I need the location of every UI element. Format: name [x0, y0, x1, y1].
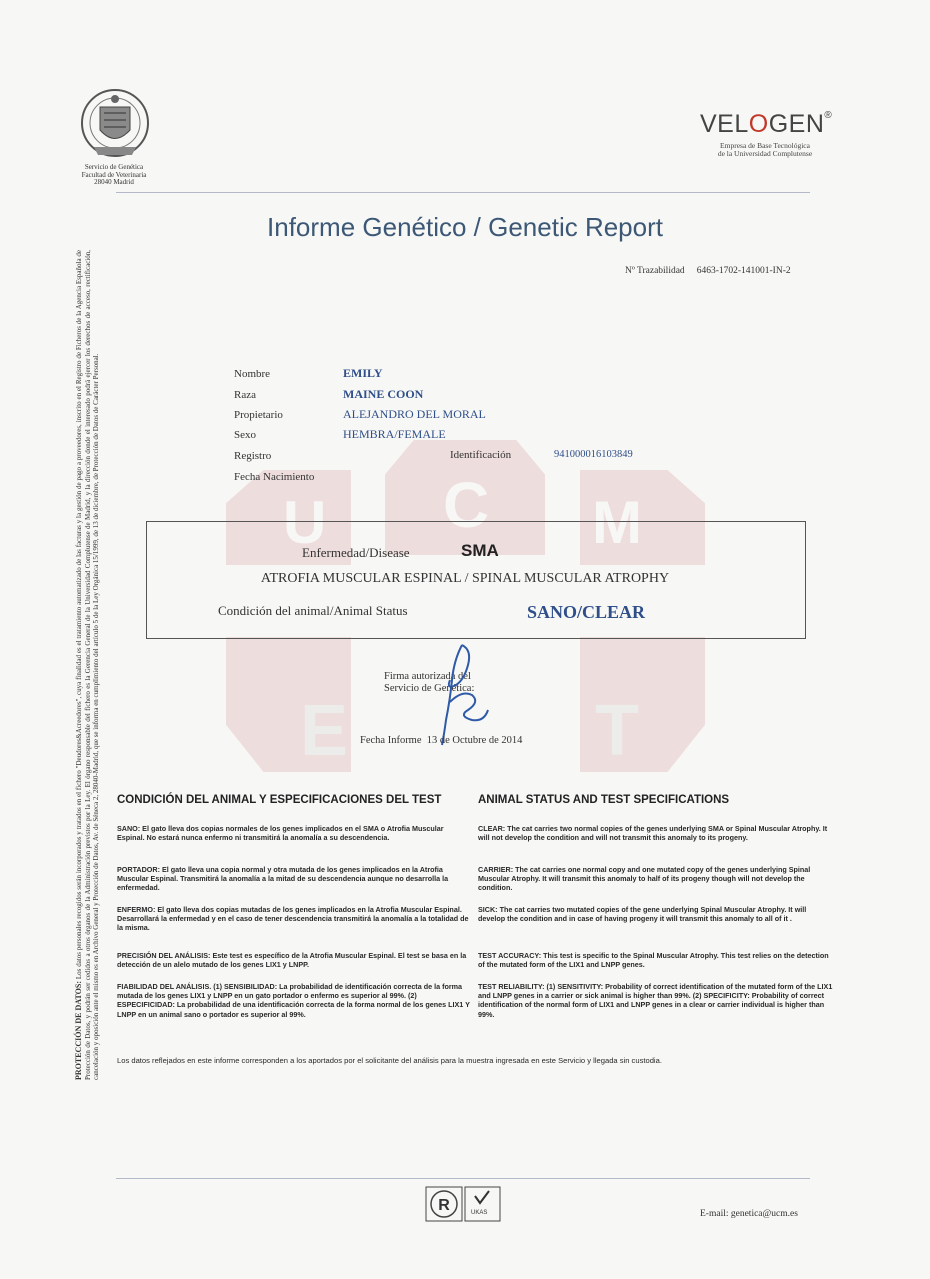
- id-value: 941000016103849: [554, 449, 633, 460]
- disease-label: Enfermedad/Disease: [302, 545, 410, 560]
- caption-line: Servicio de Genética: [84, 163, 144, 171]
- spec-en-reliability: TEST RELIABILITY: (1) SENSITIVITY: Probability of correct identification of the mutated form of the LIX1 and LNPP genes in a carrier or sick animal is higher than 99%. (2) SPECIFICITY: Probability of correct identification of the normal form of LIX1 and LNPP genes in a clear or carrier individual is higher than 99%.: [478, 982, 833, 1019]
- watermark-letter: T: [595, 691, 639, 771]
- notice-label: PROTECCIÓN DE DATOS:: [74, 980, 83, 1080]
- subtitle-line: Empresa de Base Tecnológica: [720, 141, 810, 150]
- name-value: EMILY: [343, 366, 383, 380]
- report-date: [360, 735, 522, 746]
- certification-badges: [425, 1186, 501, 1222]
- spec-es-sick: ENFERMO: El gato lleva dos copias mutadas de los genes implicados en la Atrofia Muscular Espinal. Desarrollará la enfermedad y en el caso de tener descendencia transmitirá la anomalía a la totalidad de la misma.: [117, 905, 469, 933]
- registered-mark-icon: ®: [824, 110, 833, 121]
- spec-en-accuracy: TEST ACCURACY: This test is specific to the Spinal Muscular Atrophy. This test relies on the detection of the mutated form of the LIX1 and LNPP genes.: [478, 951, 829, 970]
- name-label: Nombre: [234, 368, 271, 380]
- birthdate-label: Fecha Nacimiento: [234, 471, 315, 483]
- spec-en-carrier: CARRIER: The cat carries one normal copy and one mutated copy of the genes underlying Spinal Muscular Atrophy. It will transmit this anomaly to half of its progeny though will not develop the condition.: [478, 865, 811, 893]
- spec-es-accuracy: PRECISIÓN DEL ANÁLISIS: Este test es específico de la Atrofia Muscular Espinal. El test se basa en la detección de un alelo mutado de los genes LIX1 y LNPP.: [117, 951, 467, 970]
- id-label: Identificación: [450, 449, 512, 461]
- status-label: Condición del animal/Animal Status: [218, 603, 408, 618]
- watermark-letter: C: [443, 469, 490, 541]
- notice-text: Los datos personales recogidos serán incorporados y tratados en el fichero "Deudores&Acreedores", cuya finalidad es el tratamiento automatizado de las facturas y la gestión de pago a proveedores, inscrito en el Registro de Ficheros de la Agencia Española de Protección de Datos, y podrán ser cedidos a otros órganos de la Administración previstos por la Ley. El órgano responsable del fichero es la Gerencia General de la Universidad Complutense de Madrid, y la dirección donde el interesado podrá ejercer los derechos de acceso, rectificación, cancelación y oposición ante el mismo es en Archivo General y Protección de Datos, Av. de Séneca 2, 28040-Madrid, que se informa en cumplimiento del artículo 5 de la Ley Orgánica 15/1999, de 13 de diciembre, de Protección de Datos de Carácter Personal.: [75, 249, 100, 1080]
- caption-line: 28040 Madrid: [94, 178, 134, 186]
- traceability: [625, 266, 791, 276]
- ukas-label: UKAS: [471, 1210, 488, 1216]
- logo-text: GEN: [768, 110, 825, 138]
- svg-text:R: R: [438, 1197, 450, 1214]
- spec-en-sick: SICK: The cat carries two mutated copies of the gene underlying Spinal Muscular Atrophy. It will develop the condition and in case of having progeny it will transmit this anomaly to all of it .: [478, 905, 807, 924]
- watermark-letter: U: [283, 489, 327, 556]
- report-date-value: 13 de Octubre de 2014: [426, 735, 523, 746]
- velogen-subtitle: [700, 142, 830, 158]
- sex-label: Sexo: [234, 429, 256, 441]
- trace-label: Nº Trazabilidad: [625, 266, 685, 276]
- breed-label: Raza: [234, 389, 256, 401]
- footer-divider: [116, 1178, 810, 1179]
- header-divider: [116, 192, 810, 193]
- owner-label: Propietario: [234, 409, 283, 421]
- caption-line: Facultad de Veterinaria: [81, 170, 147, 179]
- data-protection-notice: [75, 250, 120, 1080]
- velogen-logo: [700, 110, 832, 139]
- signature-line: Firma autorizada del: [384, 671, 471, 682]
- breed-value: MAINE COON: [343, 387, 424, 401]
- spec-es-clear: SANO: El gato lleva dos copias normales de los genes implicados en el SMA o Atrofia Muscular Espinal. No estará nunca enfermo ni transmitirá la anomalía a su descendencia.: [117, 824, 444, 843]
- status-value: SANO/CLEAR: [527, 602, 646, 622]
- ucm-caption: [58, 164, 170, 187]
- report-title: Informe Genético / Genetic Report: [267, 212, 663, 242]
- logo-text: VEL: [700, 110, 749, 138]
- logo-text: O: [748, 110, 769, 138]
- disease-name: ATROFIA MUSCULAR ESPINAL / SPINAL MUSCULAR ATROPHY: [260, 571, 670, 586]
- subtitle-line: de la Universidad Complutense: [717, 149, 813, 158]
- watermark-letter: E: [300, 691, 349, 771]
- sex-value: HEMBRA/FEMALE: [343, 427, 446, 441]
- spec-es-reliability: FIABILIDAD DEL ANÁLISIS. (1) SENSIBILIDAD: La probabilidad de identificación correcta de la forma mutada de los genes LIX1 y LNPP en un gato portador o enfermo es superior al 99%. (2) ESPECIFICIDAD: La probabilidad de una identificación correcta de la forma normal de los genes LIX1 Y LNPP en un animal sano o portador es superior al 99%.: [117, 982, 470, 1019]
- custody-note: Los datos reflejados en este informe corresponden a los aportados por el solicitante del análisis para la muestra ingresada en este Servicio y llegada sin custodia.: [117, 1056, 662, 1065]
- signature-line: Servicio de Genética:: [384, 683, 475, 694]
- registry-label: Registro: [234, 450, 272, 462]
- spec-es-carrier: PORTADOR: El gato lleva una copia normal y otra mutada de los genes implicados en la Atrofia Muscular Espinal. Transmitirá la anomalía a la mitad de su descendencia aunque no desarrolla la enfermedad.: [117, 865, 449, 893]
- disease-code: SMA: [461, 541, 499, 560]
- trace-value: 6463-1702-141001-IN-2: [696, 266, 791, 276]
- specs-title-es: CONDICIÓN DEL ANIMAL Y ESPECIFICACIONES DEL TEST: [117, 794, 442, 806]
- spec-en-clear: CLEAR: The cat carries two normal copies of the genes underlying SMA or Spinal Muscular Atrophy. It will not develop the condition and will not transmit this anomaly to its progeny.: [478, 824, 828, 843]
- report-date-label: Fecha Informe: [360, 735, 422, 746]
- watermark-letter: M: [592, 489, 642, 556]
- ucm-seal-logo: [80, 85, 150, 165]
- specs-title-en: ANIMAL STATUS AND TEST SPECIFICATIONS: [478, 794, 730, 806]
- contact-email: E-mail: genetica@ucm.es: [700, 1209, 798, 1219]
- owner-value: ALEJANDRO DEL MORAL: [343, 407, 486, 421]
